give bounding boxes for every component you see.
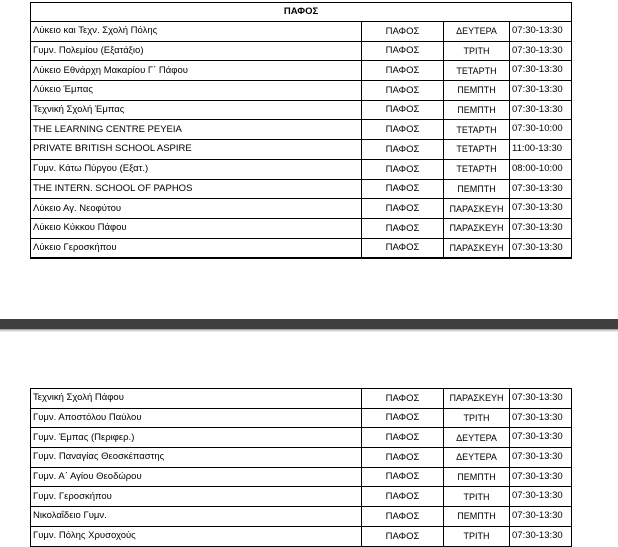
region-cell: ΠΑΦΟΣ	[362, 408, 444, 428]
school-cell: Γυμν. Έμπας (Περιφερ.)	[31, 428, 362, 448]
region-cell: ΠΑΦΟΣ	[362, 81, 444, 101]
school-cell: Λύκειο Εθνάρχη Μακαρίου Γ΄ Πάφου	[31, 61, 362, 81]
table-row	[31, 467, 572, 487]
day-cell: ΤΡΙΤΗ	[444, 487, 510, 507]
time-cell: 07:30-13:30	[510, 179, 572, 199]
day-cell: ΠΕΜΠΤΗ	[444, 179, 510, 199]
time-cell: 07:30-13:30	[510, 408, 572, 428]
school-cell: Γυμν. Γεροσκήπου	[31, 487, 362, 507]
region-cell: ΠΑΦΟΣ	[362, 100, 444, 120]
day-cell: ΠΑΡΑΣΚΕΥΗ	[444, 238, 510, 258]
table-row	[31, 179, 572, 199]
table-row	[31, 140, 572, 160]
region-cell: ΠΑΦΟΣ	[362, 389, 444, 409]
table-row	[31, 448, 572, 468]
table-row	[31, 199, 572, 219]
time-cell: 07:30-13:30	[510, 41, 572, 61]
time-cell: 07:30-13:30	[510, 428, 572, 448]
school-cell: Γυμν. Α΄ Αγίου Θεοδώρου	[31, 467, 362, 487]
school-cell: Λύκειο Κύκκου Πάφου	[31, 218, 362, 238]
table-row	[31, 120, 572, 140]
day-cell: ΠΕΜΠΤΗ	[444, 467, 510, 487]
region-cell: ΠΑΦΟΣ	[362, 218, 444, 238]
page-break-divider	[0, 319, 618, 329]
time-cell: 07:30-13:30	[510, 100, 572, 120]
page-break-shadow	[0, 329, 618, 332]
day-cell: ΠΑΡΑΣΚΕΥΗ	[444, 389, 510, 409]
day-cell: ΤΕΤΑΡΤΗ	[444, 159, 510, 179]
time-cell: 07:30-13:30	[510, 389, 572, 409]
day-cell: ΠΕΜΠΤΗ	[444, 507, 510, 527]
time-cell: 11:00-13:30	[510, 140, 572, 160]
time-cell: 07:30-10:00	[510, 120, 572, 140]
school-cell: THE LEARNING CENTRE PEYEIA	[31, 120, 362, 140]
region-cell: ΠΑΦΟΣ	[362, 507, 444, 527]
table-row	[31, 507, 572, 527]
table-title-row	[31, 3, 572, 22]
region-cell: ΠΑΦΟΣ	[362, 238, 444, 258]
school-cell: Τεχνική Σχολή Έμπας	[31, 100, 362, 120]
school-cell: Λύκειο Γεροσκήπου	[31, 238, 362, 258]
region-cell: ΠΑΦΟΣ	[362, 159, 444, 179]
day-cell: ΤΕΤΑΡΤΗ	[444, 61, 510, 81]
table-row	[31, 218, 572, 238]
region-cell: ΠΑΦΟΣ	[362, 140, 444, 160]
school-cell: Λύκειο και Τεχν. Σχολή Πόλης	[31, 22, 362, 42]
time-cell: 07:30-13:30	[510, 487, 572, 507]
school-cell: PRIVATE BRITISH SCHOOL ASPIRE	[31, 140, 362, 160]
school-cell: Γυμν. Αποστόλου Παύλου	[31, 408, 362, 428]
time-cell: 07:30-13:30	[510, 81, 572, 101]
school-cell: Γυμν. Πόλης Χρυσοχούς	[31, 526, 362, 546]
school-cell: Νικολαΐδειο Γυμν.	[31, 507, 362, 527]
region-cell: ΠΑΦΟΣ	[362, 61, 444, 81]
table-row	[31, 526, 572, 546]
time-cell: 07:30-13:30	[510, 526, 572, 546]
school-cell: Λύκειο Αγ. Νεοφύτου	[31, 199, 362, 219]
table-row	[31, 61, 572, 81]
time-cell: 07:30-13:30	[510, 448, 572, 468]
region-cell: ΠΑΦΟΣ	[362, 526, 444, 546]
time-cell: 07:30-13:30	[510, 467, 572, 487]
region-cell: ΠΑΦΟΣ	[362, 41, 444, 61]
day-cell: ΤΕΤΑΡΤΗ	[444, 120, 510, 140]
time-cell: 07:30-13:30	[510, 22, 572, 42]
day-cell: ΔΕΥΤΕΡΑ	[444, 428, 510, 448]
day-cell: ΠΑΡΑΣΚΕΥΗ	[444, 218, 510, 238]
school-cell: Γυμν. Πολεμίου (Εξατάξιο)	[31, 41, 362, 61]
schedule-table-pafos	[30, 2, 572, 259]
region-cell: ΠΑΦΟΣ	[362, 467, 444, 487]
table-row	[31, 22, 572, 42]
school-cell: Γυμν. Παναγίας Θεοσκέπαστης	[31, 448, 362, 468]
time-cell: 07:30-13:30	[510, 238, 572, 258]
region-cell: ΠΑΦΟΣ	[362, 179, 444, 199]
day-cell: ΠΑΡΑΣΚΕΥΗ	[444, 199, 510, 219]
region-cell: ΠΑΦΟΣ	[362, 199, 444, 219]
schedule-table-continued	[30, 388, 572, 547]
time-cell: 07:30-13:30	[510, 61, 572, 81]
school-cell: Γυμν. Κάτω Πύργου (Εξατ.)	[31, 159, 362, 179]
time-cell: 07:30-13:30	[510, 218, 572, 238]
table-title: ΠΑΦΟΣ	[31, 3, 572, 22]
time-cell: 07:30-13:30	[510, 507, 572, 527]
region-cell: ΠΑΦΟΣ	[362, 22, 444, 42]
school-cell: THE INTERN. SCHOOL OF PAPHOS	[31, 179, 362, 199]
time-cell: 07:30-13:30	[510, 199, 572, 219]
region-cell: ΠΑΦΟΣ	[362, 120, 444, 140]
table-row	[31, 487, 572, 507]
table-row	[31, 100, 572, 120]
table-row	[31, 81, 572, 101]
day-cell: ΠΕΜΠΤΗ	[444, 100, 510, 120]
region-cell: ΠΑΦΟΣ	[362, 487, 444, 507]
school-cell: Τεχνική Σχολή Πάφου	[31, 389, 362, 409]
day-cell: ΠΕΜΠΤΗ	[444, 81, 510, 101]
time-cell: 08:00-10:00	[510, 159, 572, 179]
table-row	[31, 389, 572, 409]
table-row	[31, 428, 572, 448]
table-row	[31, 41, 572, 61]
day-cell: ΤΕΤΑΡΤΗ	[444, 140, 510, 160]
table-row	[31, 238, 572, 258]
day-cell: ΤΡΙΤΗ	[444, 41, 510, 61]
day-cell: ΤΡΙΤΗ	[444, 408, 510, 428]
region-cell: ΠΑΦΟΣ	[362, 448, 444, 468]
region-cell: ΠΑΦΟΣ	[362, 428, 444, 448]
table-row	[31, 159, 572, 179]
table-row	[31, 408, 572, 428]
day-cell: ΔΕΥΤΕΡΑ	[444, 448, 510, 468]
day-cell: ΤΡΙΤΗ	[444, 526, 510, 546]
day-cell: ΔΕΥΤΕΡΑ	[444, 22, 510, 42]
school-cell: Λύκειο Έμπας	[31, 81, 362, 101]
